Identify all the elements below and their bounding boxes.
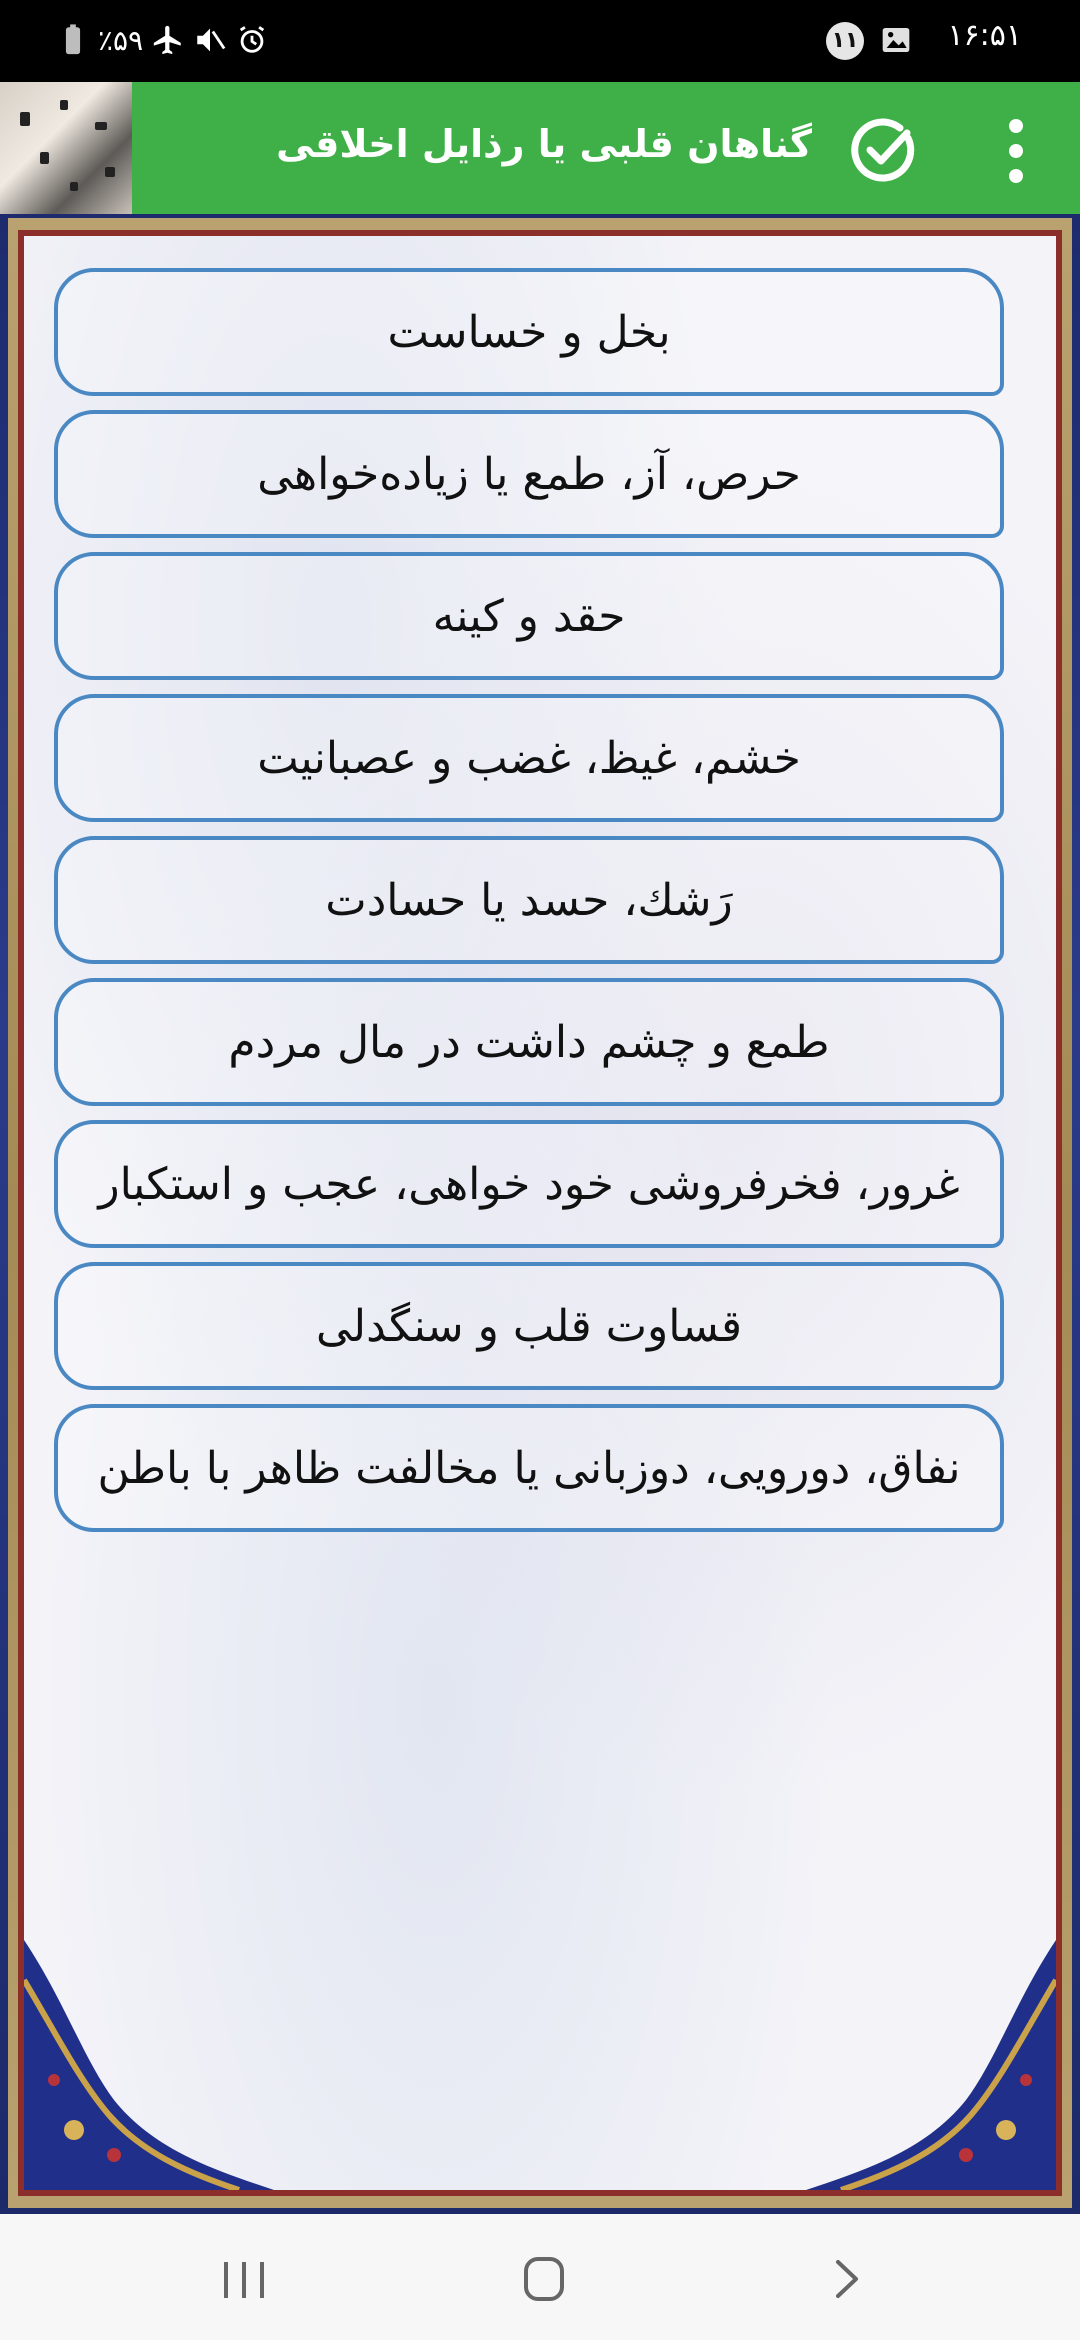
- list-item[interactable]: [54, 1404, 1004, 1532]
- list-item[interactable]: [54, 1262, 1004, 1390]
- airplane-icon: [151, 23, 185, 57]
- list-item-label: رَشك، حسد یا حسادت: [325, 874, 733, 926]
- list-item[interactable]: [54, 836, 1004, 964]
- list-item[interactable]: [54, 268, 1004, 396]
- corner-ornament-left: [24, 1940, 274, 2190]
- list-item-label: غرور، فخرفروشی خود خواهی، عجب و استکبار: [98, 1158, 960, 1210]
- gallery-icon: [880, 24, 912, 56]
- system-nav-bar: [0, 2214, 1080, 2340]
- app-thumbnail: [0, 82, 132, 214]
- notification-badge: ۱۱: [826, 22, 864, 60]
- list-item-label: حقد و کینه: [432, 590, 626, 642]
- mute-icon: [193, 23, 227, 57]
- app-bar: [0, 82, 1080, 214]
- recent-apps-icon[interactable]: [214, 2254, 274, 2304]
- alarm-icon: [235, 23, 269, 57]
- back-icon[interactable]: [816, 2254, 876, 2304]
- list-item-label: خشم، غیظ، غضب و عصبانیت: [257, 732, 801, 784]
- check-circle-icon[interactable]: [848, 114, 920, 186]
- battery-percent: ٪۵۹: [98, 23, 144, 57]
- status-bar: [0, 0, 1080, 82]
- list-item-label: نفاق، دورویی، دوزبانی یا مخالفت ظاهر با باطن: [97, 1442, 961, 1494]
- list-item-label: بخل و خساست: [387, 306, 671, 358]
- list-item[interactable]: [54, 1120, 1004, 1248]
- list-item[interactable]: [54, 978, 1004, 1106]
- list-item[interactable]: [54, 410, 1004, 538]
- clock: ۱۶:۵۱: [947, 18, 1022, 53]
- list-item[interactable]: [54, 694, 1004, 822]
- list-item-label: حرص، آز، طمع یا زیاده‌خواهی: [257, 448, 801, 500]
- list-item-label: قساوت قلب و سنگدلی: [316, 1300, 742, 1352]
- list-item-label: طمع و چشم داشت در مال مردم: [228, 1016, 830, 1068]
- page-title: گناهان قلبی یا رذایل اخلاقی: [276, 122, 812, 166]
- battery-icon: [56, 23, 90, 57]
- more-vert-icon[interactable]: [1000, 116, 1032, 186]
- list-item[interactable]: [54, 552, 1004, 680]
- corner-ornament-right: [806, 1940, 1056, 2190]
- status-left-group: [56, 18, 269, 62]
- home-icon[interactable]: [514, 2254, 574, 2304]
